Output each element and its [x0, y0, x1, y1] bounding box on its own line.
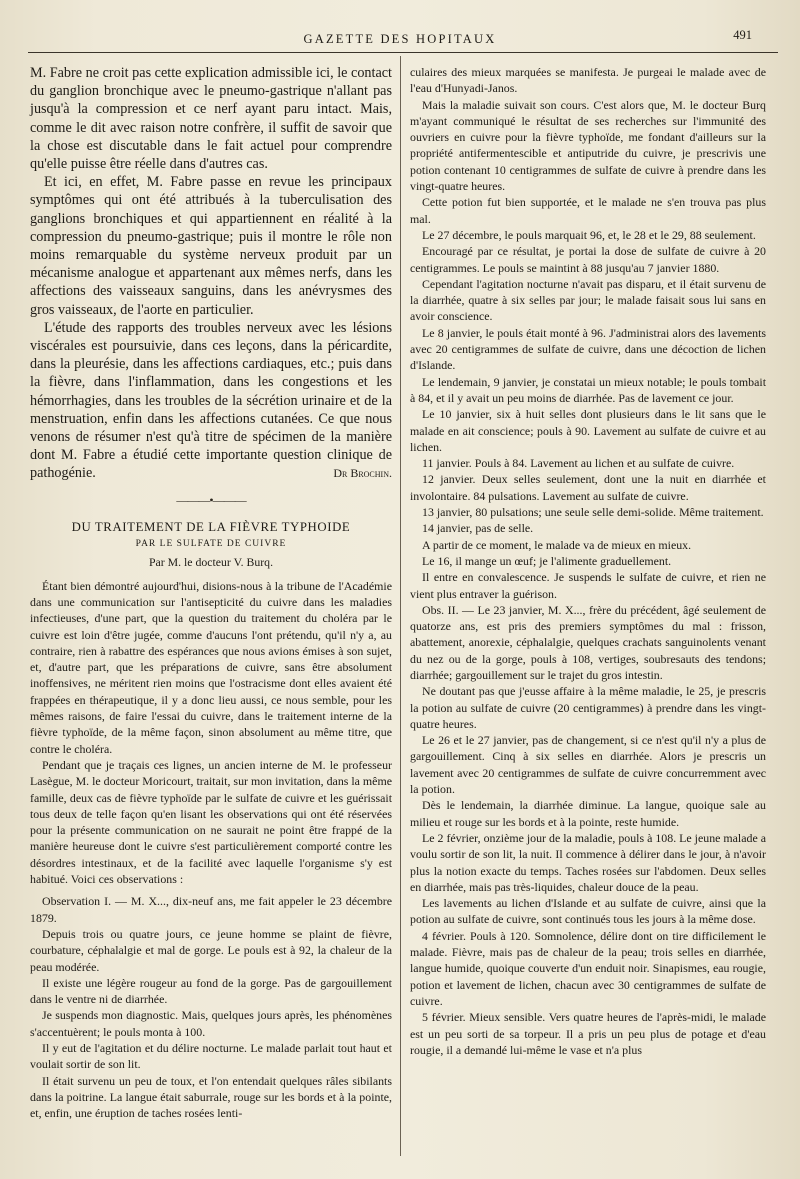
article-title: DU TRAITEMENT DE LA FIÈVRE TYPHOIDE [71, 519, 351, 534]
paragraph: 11 janvier. Pouls à 84. Lavement au lichen et au sulfate de cuivre. [422, 456, 735, 471]
paragraph: Il y eut de l'agitation et du délire nocturne. Le malade parlait tout haut et voulait sortir de son lit. [30, 1040, 392, 1072]
paragraph [30, 319, 392, 483]
paragraph: Le 26 et le 27 janvier, pas de changement, si ce n'est qu'il n'y a plus de gargouillement. Cinq à six selles en diarrhée. Alors je prescris un lavement avec 20 centigrammes de sulfate de cuivre concurremment avec la potion. [410, 733, 766, 797]
paragraph: Et ici, en effet, M. Fabre passe en revue les principaux symptômes qui ont été attribués à la tuberculisation des ganglions bronchiques et qui appartiennent en réalité à la compression du pneumo-gastrique; puis il montre le rôle non moins remarquable du système nerveux produit par un mécanisme analogue et appartenant aux mêmes nerfs, dans les affections des vaisseaux sanguins, dans les anévrysmes des gros vaisseaux, de l'aorte en particulier. [30, 174, 392, 318]
paragraph: Dès le lendemain, la diarrhée diminue. La langue, quoique sale au milieu et rouge sur les bords et à la pointe, reste humide. [410, 798, 766, 829]
page-number: 491 [733, 28, 752, 42]
paragraph: 14 janvier, pas de selle. [422, 521, 534, 536]
paragraph: culaires des mieux marquées se manifesta. Je purgeai le malade avec de l'eau d'Hunyadi-Janos. [410, 65, 766, 96]
paragraph: Je suspends mon diagnostic. Mais, quelques jours après, les phénomènes s'accentuèrent; le pouls monta à 100. [30, 1008, 392, 1039]
paragraph: 12 janvier. Deux selles seulement, dont une la nuit en diarrhée et involontaire. 84 pulsations. Lavement au sulfate de cuivre. [410, 472, 766, 503]
paragraph: Observation I. — M. X..., dix-neuf ans, me fait appeler le 23 décembre 1879. [30, 894, 392, 925]
left-column [30, 64, 392, 1121]
paragraph: Ne doutant pas que j'eusse affaire à la même maladie, le 25, je prescris la potion au sulfate de cuivre (20 centigrammes) à prendre dans les vingt-quatre heures. [410, 684, 766, 731]
paragraph: Obs. II. — Le 23 janvier, M. X..., frère du précédent, âgé seulement de quatorze ans, est pris des premiers symptômes du mal : frisson, abattement, anorexie, céphalalgie, quelques crachats sanguinolents venant du nez ou de la gorge, pouls à 108, vertiges, soubresauts des tendons; diarrhée; gargouillement sur le trajet du gros intestin. [410, 602, 766, 682]
signature: Dr Brochin. [333, 466, 392, 481]
running-title: GAZETTE DES HOPITAUX [303, 32, 497, 46]
paragraph: Il existe une légère rougeur au fond de la gorge. Pas de gargouillement dans le ventre ni de diarrhée. [30, 975, 392, 1007]
article-body [30, 578, 392, 1122]
right-column [410, 64, 766, 1058]
paragraph: 13 janvier, 80 pulsations; une seule selle demi-solide. Même traitement. [422, 505, 764, 520]
paragraph: Depuis trois ou quatre jours, ce jeune homme se plaint de fièvre, courbature, céphalalgie et mal de gorge. Le pouls est à 92, la chaleur de la peau modérée. [30, 926, 392, 974]
header-rule [28, 52, 778, 53]
paragraph: Le 2 février, onzième jour de la maladie, pouls à 108. Le jeune malade a voulu sortir de son lit, la nuit. Il commence à délirer dans le jour, à n'avoir plus la notion exacte du temps. Taches rosées sur l'abdomen. Deux selles en diarrhée, mais pas très-liquides, chaleur douce de la peau. [410, 830, 766, 894]
paragraph: Le 16, il mange un œuf; je l'alimente graduellement. [422, 553, 672, 568]
paragraph: Étant bien démontré aujourd'hui, disions-nous à la tribune de l'Académie dans une communication sur l'antisepticité du cuivre dans les maladies infectieuses, d'une part, que la question du traitement du choléra par le cuivre est loin d'être jugée, comme d'aucuns l'ont prétendu, qu'il n'y a, au contraire, rien à rabattre des espérances que nous avions émises à son sujet, et, d'autre part, que les préparations de cuivre, sans être absolument inoffensives, ne méritent rien moins que l'ostracisme dont elles avaient été frappées en thérapeutique, il y a donc lieu aussi, ce nous semble, pour les mêmes raisons, de faire l'essai du cuivre, dans le traitement interne de la fièvre typhoïde, de la même façon, sinon absolument au même titre, que contre le choléra. [30, 578, 392, 756]
paragraph-text: L'étude des rapports des troubles nerveux avec les lésions viscérales est poursuivie, dans ces leçons, dans la péricardite, dans la pleurésie, dans les affections cardiaques, etc.; puis dans la fièvre, dans l'inflammation, dans les congestions et les hémorrhagies, dans les troubles de la sécrétion urinaire et de la menstruation, enfin dans les affections cutanées. Ce que nous venons de résumer n'est qu'à titre de spécimen de la manière dont M. Fabre a étudié cette importante question clinique de pathogénie. [30, 319, 392, 482]
paragraph: Le 8 janvier, le pouls était monté à 96. J'administrai alors des lavements avec 20 centigrammes de sulfate de cuivre, dans une décoction de lichen d'Islande. [410, 325, 766, 373]
page-header [0, 28, 800, 50]
separator-ornament: ———•——— [176, 492, 246, 507]
paragraph: Le 27 décembre, le pouls marquait 96, et, le 28 et le 29, 88 seulement. [422, 227, 756, 242]
paragraph: M. Fabre ne croit pas cette explication admissible ici, le contact du ganglion bronchique avec le pneumo-gastrique n'allant pas jusqu'à la compression et ce nerf ayant paru intact. Mais, comme le dit avec raison notre confrère, il suffit de savoir que la chose est discutable dans le fait actuel pour comprendre qu'elle puisse être réelle dans d'autres cas. [30, 65, 392, 173]
paragraph: Le 10 janvier, six à huit selles dont plusieurs dans le lit sans que le malade en ait conscience; pouls à 90. Lavement au sulfate de cuivre et au lichen. [410, 407, 766, 454]
paragraph: Il était survenu un peu de toux, et l'on entendait quelques râles sibilants dans la poitrine. La langue était saburrale, rouge sur les bords et à la pointe, et, enfin, une éruption de taches rosées lenti- [30, 1073, 392, 1121]
column-divider [400, 56, 401, 1156]
paragraph: Il entre en convalescence. Je suspends le sulfate de cuivre, et rien ne vient plus entraver la guérison. [410, 570, 766, 601]
paragraph: Le lendemain, 9 janvier, je constatai un mieux notable; le pouls tombait à 84, et il y avait un peu moins de diarrhée. Pas de lavement ce jour. [410, 374, 766, 405]
paragraph: 4 février. Pouls à 120. Somnolence, délire dont on tire difficilement le malade. Fièvre, mais pas de chaleur de la peau; trois selles en diarrhée, langue humide, quoique couverte d'un enduit noir. Sinapismes, eau rougie, potion et lavement de lichen, chacun avec 30 centigrammes de sulfate de cuivre. [410, 928, 766, 1008]
review-section [30, 64, 392, 483]
paragraph: Encouragé par ce résultat, je portai la dose de sulfate de cuivre à 20 centigrammes. Le pouls se maintint à 88 jusqu'au 7 janvier 1880. [410, 244, 766, 275]
paragraph: Cependant l'agitation nocturne n'avait pas disparu, et il était survenu de la diarrhée, quatre à six selles par jour; le malade faisait sous lui sans en avoir conscience. [410, 276, 766, 324]
paragraph: Les lavements au lichen d'Islande et au sulfate de cuivre, ainsi que la potion au sulfate de cuivre, sont continués tous les jours à la même dose. [410, 896, 766, 927]
article-subtitle: PAR LE SULFATE DE CUIVRE [135, 538, 287, 549]
paragraph: Cette potion fut bien supportée, et le malade ne s'en trouva pas plus mal. [410, 195, 766, 226]
paragraph: 5 février. Mieux sensible. Vers quatre heures de l'après-midi, le malade est un peu sorti de sa torpeur. Il a pris un peu plus de potage et d'eau rougie, il a demandé lui-même le vase et n'a plus [410, 1010, 766, 1057]
article-author: Par M. le docteur V. Burq. [148, 554, 274, 569]
paragraph: Mais la maladie suivait son cours. C'est alors que, M. le docteur Burq m'ayant communiqué le résultat de ses recherches sur l'immunité des ouvriers en cuivre pour la fièvre typhoïde, me fondant d'ailleurs sur la propriété antifermentescible et antiputride du cuivre, je prescrivis une potion contenant 10 centigrammes de sulfate de cuivre à prendre dans les vingt-quatre heures. [410, 97, 766, 194]
paragraph: A partir de ce moment, le malade va de mieux en mieux. [422, 537, 692, 552]
paragraph: Pendant que je traçais ces lignes, un ancien interne de M. le professeur Lasègue, M. le docteur Moricourt, traitait, sur mon invitation, dans la même famille, deux cas de fièvre typhoïde par le sulfate de cuivre et les guérissait tous deux de telle façon qu'en lisant les observations qui ont été réservées pour la présente communication on ne saurait ne point être frappé de la manière heureuse dont le cuivre s'est particulièrement comporté contre les désordres intestinaux, et de la facilité avec laquelle l'organisme s'y est habitué. Voici ces observations : [30, 757, 392, 887]
